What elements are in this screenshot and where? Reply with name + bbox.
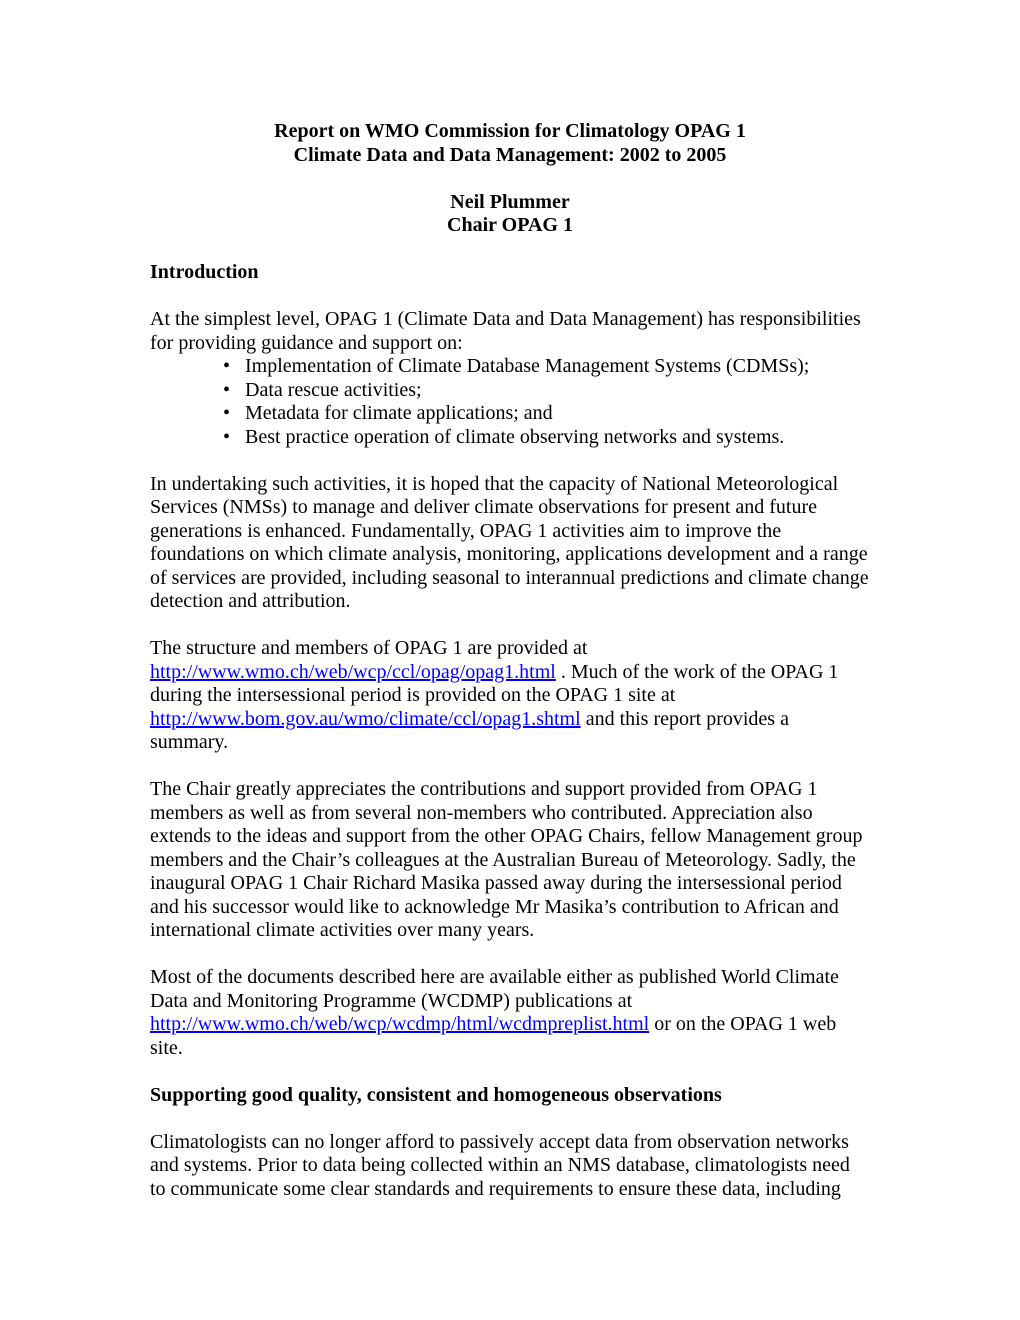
document-body bbox=[150, 261, 870, 1201]
bullet-icon: • bbox=[223, 425, 231, 448]
bullet-text: Data rescue activities; bbox=[245, 378, 422, 401]
body-paragraph bbox=[150, 778, 870, 943]
document-title-line-1: Report on WMO Commission for Climatology OPAG 1 bbox=[274, 120, 746, 142]
text-run: The structure and members of OPAG 1 are provided at bbox=[150, 637, 588, 659]
section-heading: Supporting good quality, consistent and homogeneous observations bbox=[150, 1083, 722, 1106]
text-run: In undertaking such activities, it is hoped that the capacity of National Meteorological Services (NMSs) to manage and deliver climate observations for present and future generations is enhanced. Fundamentally, OPAG 1 activities aim to improve the foundations on which climate analysis, monitoring, applications development and a range of services are provided, including seasonal to interannual predictions and climate change detection and attribution. bbox=[150, 472, 869, 612]
text-run: and this report provides a summary. bbox=[150, 707, 789, 753]
bullet-icon: • bbox=[223, 355, 231, 377]
document-title-line-2: Climate Data and Data Management: 2002 to 2005 bbox=[293, 143, 727, 166]
bullet-list bbox=[150, 355, 870, 449]
bullet-text: Metadata for climate applications; and bbox=[245, 402, 553, 424]
bullet-icon: • bbox=[223, 402, 231, 424]
text-run: or on the OPAG 1 web site. bbox=[150, 1013, 837, 1059]
bullet-item bbox=[150, 426, 870, 450]
bullet-item bbox=[150, 402, 870, 426]
body-paragraph bbox=[150, 637, 870, 755]
bullet-icon: • bbox=[223, 378, 231, 401]
author-title: Chair OPAG 1 bbox=[447, 214, 573, 236]
hyperlink[interactable]: http://www.bom.gov.au/wmo/climate/ccl/opag1.shtml bbox=[150, 707, 581, 730]
text-run: Most of the documents described here are available either as published World Climate Data and Monitoring Programme (WCDMP) publications at bbox=[150, 966, 839, 1012]
hyperlink[interactable]: http://www.wmo.ch/web/wcp/wcdmp/html/wcdmpreplist.html bbox=[150, 1013, 650, 1035]
text-run: The Chair greatly appreciates the contributions and support provided from OPAG 1 members as well as from several non-members who contributed. Appreciation also extends to the ideas and support from the other OPAG Chairs, fellow Management group members and the Chair’s colleagues at the Australian Bureau of Meteorology. Sadly, the inaugural OPAG 1 Chair Richard Masika passed away during the intersessional period and his successor would like to acknowledge Mr Masika’s contribution to African and international climate activities over many years. bbox=[150, 778, 863, 941]
text-run: Climatologists can no longer afford to passively accept data from observation networks and systems. Prior to data being collected within an NMS database, climatologists need to communicate some clear standards and requirements to ensure these data, including bbox=[150, 1130, 850, 1200]
text-run: At the simplest level, OPAG 1 (Climate Data and Data Management) has responsibilities for providing guidance and support on: bbox=[150, 308, 861, 354]
text-run: . Much of the work of the OPAG 1 during the intersessional period is provided on the OPAG 1 site at bbox=[150, 660, 839, 706]
bullet-item bbox=[150, 355, 870, 379]
bullet-item bbox=[150, 379, 870, 403]
body-paragraph bbox=[150, 473, 870, 614]
bullet-text: Implementation of Climate Database Management Systems (CDMSs); bbox=[245, 355, 810, 377]
hyperlink[interactable]: http://www.wmo.ch/web/wcp/ccl/opag/opag1.html bbox=[150, 660, 556, 683]
body-paragraph bbox=[150, 308, 870, 355]
section-heading: Introduction bbox=[150, 261, 259, 283]
body-paragraph bbox=[150, 966, 870, 1060]
author-name: Neil Plummer bbox=[450, 190, 570, 213]
body-paragraph bbox=[150, 1131, 870, 1202]
bullet-text: Best practice operation of climate observing networks and systems. bbox=[245, 425, 785, 448]
